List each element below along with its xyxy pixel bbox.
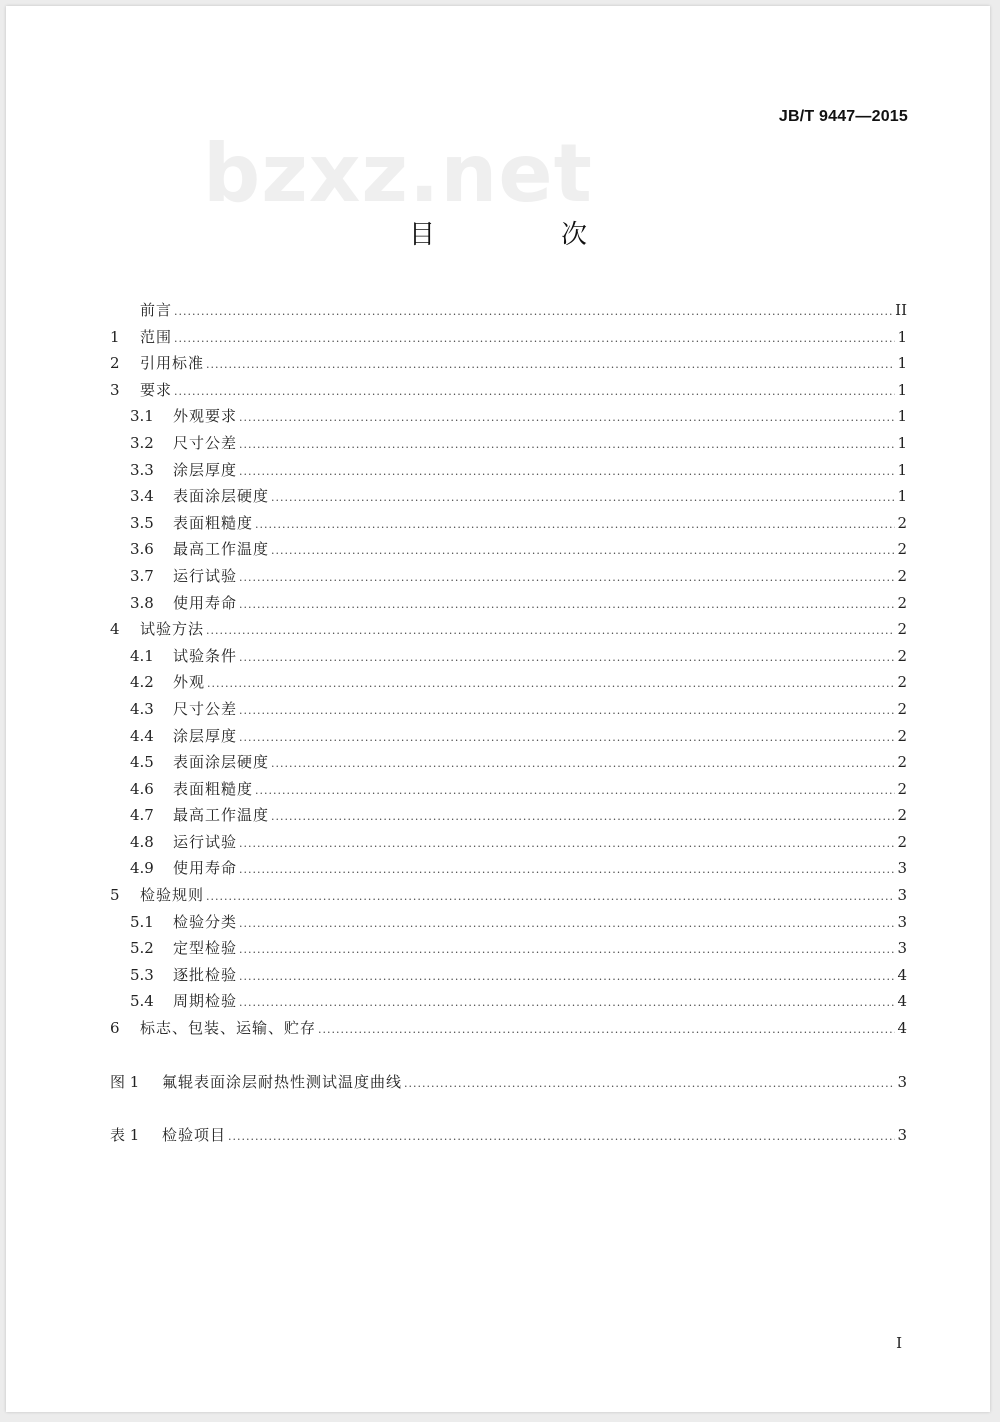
toc-entry[interactable]: [110, 645, 907, 672]
toc-entry[interactable]: [110, 725, 907, 752]
figure-list: [110, 1071, 907, 1098]
toc-entry-number: 3.4: [130, 487, 154, 506]
toc-entry-label: 最高工作温度: [173, 540, 270, 559]
table-list: [110, 1124, 907, 1151]
toc-entry-page: 2: [897, 620, 907, 639]
toc-entry[interactable]: [110, 405, 907, 432]
dot-leader: [206, 624, 895, 637]
toc-entry[interactable]: [110, 1071, 907, 1098]
dot-leader: [271, 544, 895, 557]
toc-entry-label: 标志、包装、运输、贮存: [140, 1019, 317, 1038]
toc-entry[interactable]: [110, 565, 907, 592]
toc-entry[interactable]: [110, 804, 907, 831]
toc-entry-page: 3: [897, 859, 907, 878]
toc-entry-page: 4: [897, 1019, 907, 1038]
dot-leader: [239, 917, 895, 930]
dot-leader: [239, 837, 895, 850]
toc-entry-label: 范围: [140, 327, 173, 346]
dot-leader: [239, 704, 895, 717]
dot-leader: [239, 943, 895, 956]
toc-entry[interactable]: [110, 884, 907, 911]
toc-entry-label: 尺寸公差: [173, 433, 238, 452]
toc-entry-number: 4.3: [130, 699, 154, 718]
toc-entry-number: 5.1: [130, 912, 154, 931]
toc-entry[interactable]: [110, 326, 907, 353]
toc-entry-page: 2: [897, 779, 907, 798]
toc-entry-page: 3: [897, 1126, 907, 1145]
toc-entry-page: 3: [897, 939, 907, 958]
toc-entry-number: 3.6: [130, 540, 154, 559]
dot-leader: [239, 996, 895, 1009]
toc-entry-page: 2: [897, 673, 907, 692]
toc-entry-label: 试验条件: [173, 646, 238, 665]
toc-entry-page: 2: [897, 699, 907, 718]
toc-entry-number: 3.7: [130, 566, 154, 585]
toc-entry[interactable]: [110, 459, 907, 486]
toc-entry-page: 2: [897, 806, 907, 825]
dot-leader: [206, 358, 895, 371]
toc-entry-label: 表面粗糙度: [173, 513, 254, 532]
toc-entry-page: 1: [897, 460, 907, 479]
toc-entry[interactable]: [110, 964, 907, 991]
toc-entry-page: 2: [897, 566, 907, 585]
toc-entry-number: 4.2: [130, 673, 154, 692]
dot-leader: [255, 784, 895, 797]
toc-entry-page: 2: [897, 646, 907, 665]
toc-entry-label: 尺寸公差: [173, 699, 238, 718]
toc-entry-number: 4.4: [130, 726, 154, 745]
toc-entry-page: 1: [897, 380, 907, 399]
toc-entry[interactable]: [110, 911, 907, 938]
dot-leader: [228, 1130, 895, 1143]
toc-entry-label: 运行试验: [173, 832, 238, 851]
toc-entry[interactable]: [110, 778, 907, 805]
toc-entry-label: 逐批检验: [173, 965, 238, 984]
toc-entry-number: 5.3: [130, 965, 154, 984]
page-number: I: [896, 1334, 902, 1352]
toc-entry[interactable]: [110, 831, 907, 858]
toc-entry-label: 外观要求: [173, 407, 238, 426]
toc-entry-number: 5: [110, 886, 120, 905]
toc-entry-number: 5.4: [130, 992, 154, 1011]
toc-entry-label: 使用寿命: [173, 859, 238, 878]
dot-leader: [255, 518, 895, 531]
toc-entry-number: 3: [110, 380, 120, 399]
toc-entry[interactable]: [110, 1124, 907, 1151]
toc-entry-label: 周期检验: [173, 992, 238, 1011]
toc-entry-label: 试验方法: [140, 620, 205, 639]
dot-leader: [207, 677, 895, 690]
toc-entry[interactable]: [110, 432, 907, 459]
toc-entry-page: 2: [897, 753, 907, 772]
toc-entry-label: 检验分类: [173, 912, 238, 931]
toc-entry-label: 定型检验: [173, 939, 238, 958]
dot-leader: [239, 598, 895, 611]
toc-entry-number: 4.9: [130, 859, 154, 878]
dot-leader: [271, 810, 895, 823]
toc-entry-number: 图 1: [110, 1072, 140, 1091]
toc-entry-label: 检验项目: [162, 1126, 227, 1145]
toc-entry[interactable]: [110, 512, 907, 539]
dot-leader: [404, 1077, 895, 1090]
toc-entry-label: 前言: [140, 301, 173, 319]
toc-entry-page: 1: [897, 407, 907, 426]
toc-entry[interactable]: [110, 352, 907, 379]
spacer: [110, 1044, 907, 1071]
dot-leader: [174, 305, 893, 318]
dot-leader: [174, 332, 895, 345]
toc-entry-page: 4: [897, 992, 907, 1011]
toc-entry-page: 2: [897, 513, 907, 532]
toc-entry-number: 4.1: [130, 646, 154, 665]
toc-entry-number: 3.2: [130, 433, 154, 452]
toc-entry-number: 1: [110, 327, 120, 346]
dot-leader: [318, 1023, 895, 1036]
toc-entry-page: 3: [897, 1072, 907, 1091]
dot-leader: [206, 890, 895, 903]
toc-entry[interactable]: [110, 592, 907, 619]
toc-title: 目 次: [408, 220, 637, 250]
toc-entry[interactable]: [110, 618, 907, 645]
toc-entry-label: 涂层厚度: [173, 726, 238, 745]
toc-entry-number: 6: [110, 1019, 120, 1038]
toc-entry[interactable]: [110, 751, 907, 778]
toc-entry-number: 5.2: [130, 939, 154, 958]
toc-entry-label: 表面涂层硬度: [173, 487, 270, 506]
dot-leader: [239, 651, 895, 664]
toc-entry-label: 外观: [173, 673, 206, 692]
toc-entry-label: 运行试验: [173, 566, 238, 585]
toc-entry-number: 4.6: [130, 779, 154, 798]
toc-entry-number: 4.7: [130, 806, 154, 825]
toc-entry-page: 3: [897, 912, 907, 931]
toc-entry-number: 3.8: [130, 593, 154, 612]
toc-entry-label: 要求: [140, 380, 173, 399]
toc-entry[interactable]: [110, 1017, 907, 1044]
toc-entries: [110, 299, 907, 1044]
toc-entry-label: 表面粗糙度: [173, 779, 254, 798]
toc-entry[interactable]: [110, 990, 907, 1017]
toc-entry-number: 3.5: [130, 513, 154, 532]
toc-entry-label: 引用标准: [140, 354, 205, 373]
toc-entry[interactable]: [110, 538, 907, 565]
toc-entry-page: 2: [897, 726, 907, 745]
toc-entry-page: 3: [897, 886, 907, 905]
standard-code: JB/T 9447—2015: [778, 108, 908, 125]
toc-entry[interactable]: [110, 379, 907, 406]
toc-entry-number: 3.1: [130, 407, 154, 426]
toc-entry[interactable]: [110, 299, 907, 326]
toc-entry-page: 1: [897, 433, 907, 452]
dot-leader: [271, 757, 895, 770]
toc-entry-number: 3.3: [130, 460, 154, 479]
toc-entry[interactable]: [110, 698, 907, 725]
dot-leader: [239, 411, 895, 424]
toc-entry-number: 4.8: [130, 832, 154, 851]
toc-entry-label: 最高工作温度: [173, 806, 270, 825]
toc-entry-label: 表面涂层硬度: [173, 753, 270, 772]
toc-entry[interactable]: [110, 485, 907, 512]
dot-leader: [239, 571, 895, 584]
toc-entry[interactable]: [110, 671, 907, 698]
toc-entry-number: 2: [110, 354, 120, 373]
document-page: [6, 6, 990, 1412]
toc-entry-number: 4: [110, 620, 120, 639]
toc-entry[interactable]: [110, 937, 907, 964]
toc-entry-page: 2: [897, 540, 907, 559]
toc-entry-page: 2: [897, 593, 907, 612]
toc-entry-label: 使用寿命: [173, 593, 238, 612]
toc-entry-label: 涂层厚度: [173, 460, 238, 479]
toc-entry-number: 表 1: [110, 1126, 140, 1145]
toc-entry-page: 1: [897, 327, 907, 346]
toc-entry-page: II: [895, 301, 907, 319]
table-of-contents: [110, 299, 907, 1151]
toc-entry-page: 4: [897, 965, 907, 984]
spacer: [110, 1097, 907, 1124]
dot-leader: [239, 731, 895, 744]
dot-leader: [239, 465, 895, 478]
toc-entry[interactable]: [110, 857, 907, 884]
watermark: bzxz.net: [203, 127, 593, 220]
dot-leader: [174, 385, 895, 398]
toc-entry-number: 4.5: [130, 753, 154, 772]
dot-leader: [271, 491, 895, 504]
toc-entry-label: 氟辊表面涂层耐热性测试温度曲线: [162, 1072, 403, 1091]
dot-leader: [239, 863, 895, 876]
toc-entry-page: 1: [897, 354, 907, 373]
dot-leader: [239, 438, 895, 451]
toc-entry-page: 1: [897, 487, 907, 506]
toc-entry-label: 检验规则: [140, 886, 205, 905]
toc-entry-page: 2: [897, 832, 907, 851]
dot-leader: [239, 970, 895, 983]
